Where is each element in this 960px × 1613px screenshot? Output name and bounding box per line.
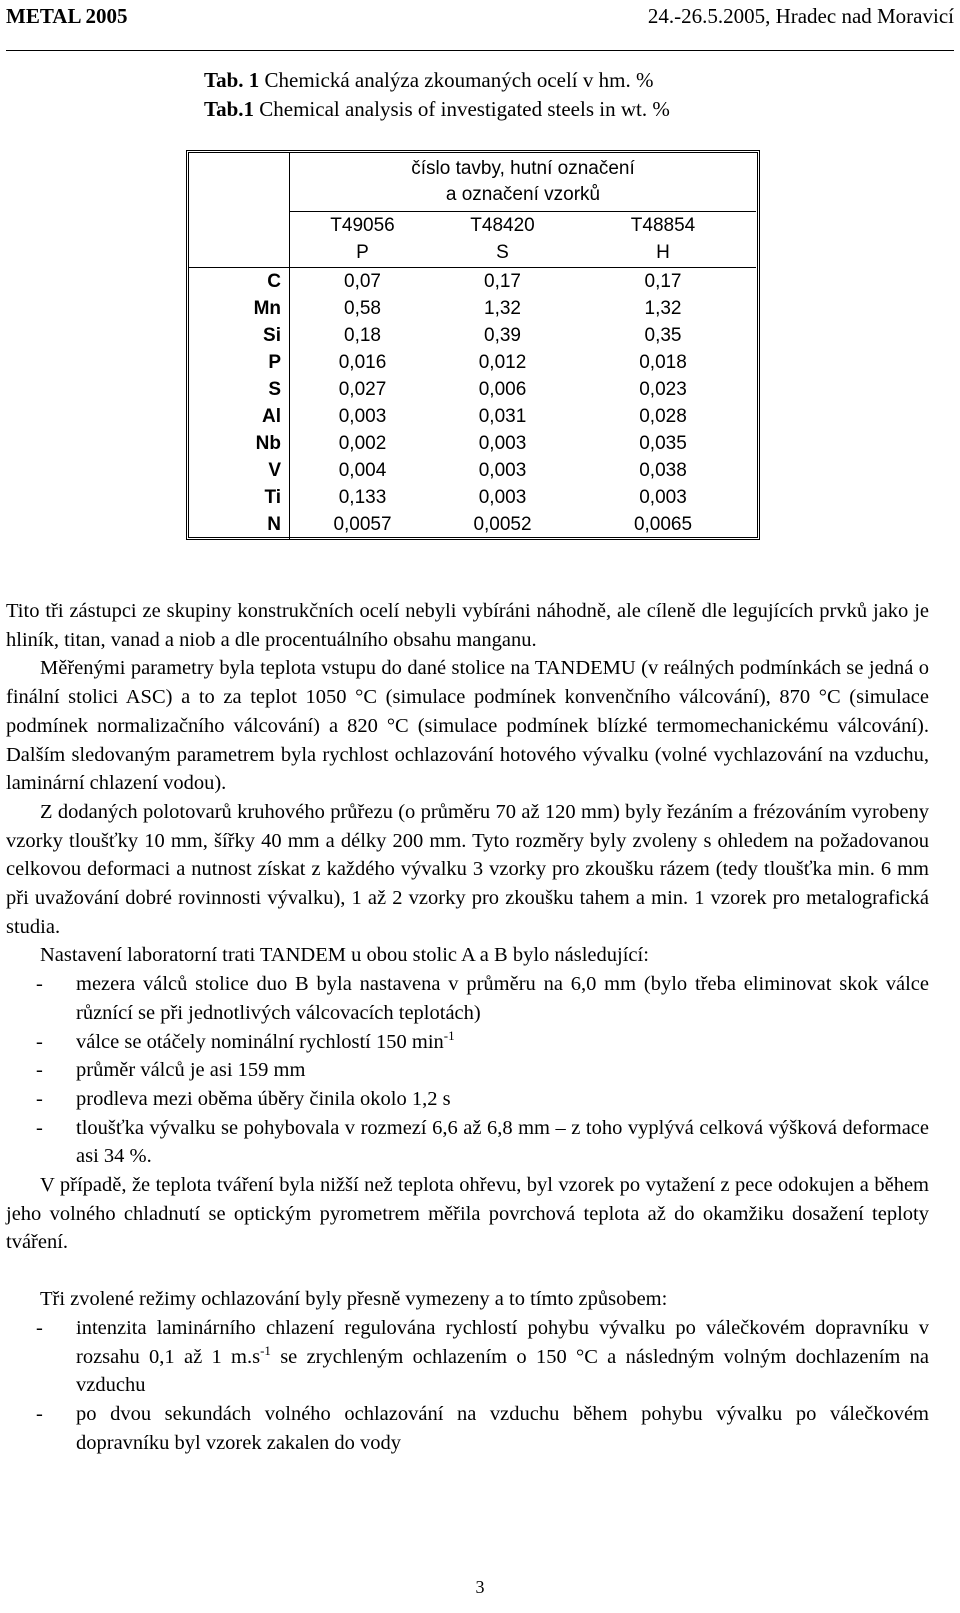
group-header-line1: číslo tavby, hutní označení [411,158,635,179]
element-content-value: 0,023 [639,378,687,400]
element-content-value: 0,035 [639,432,687,454]
conference-date-place: 24.-26.5.2005, Hradec nad Moravicí [647,4,954,28]
group-header [290,153,757,212]
list-item-text: mezera válců stolice duo B byla nastavena v průměru na 6,0 mm (bylo třeba eliminovat skok válce různící se při jednotlivých válcovacích teplotách) [76,973,929,1024]
sample-code: H [570,239,756,268]
header-rule [6,50,954,51]
element-content-value: 0,003 [478,459,527,481]
element-content-value: 0,133 [338,486,387,508]
chemical-analysis-table [186,150,760,540]
body-text [6,597,929,1457]
table-row [189,349,756,376]
table-row [189,268,756,296]
element-content-value: 0,0065 [633,514,693,535]
element-content-value: 0,003 [639,486,687,508]
element-symbol: V [189,457,290,484]
element-content-value: 0,003 [338,405,387,427]
list-item-text: průměr válců je asi 159 mm [76,1059,306,1082]
element-symbol: S [189,376,290,403]
element-symbol: Mn [189,295,290,322]
sample-code: S [435,239,570,268]
element-symbol: C [189,268,290,296]
list-dash: - [36,1030,43,1053]
table-caption-en-label: Tab.1 [204,97,255,121]
element-content-value: 0,004 [338,459,387,481]
heat-number: T48854 [630,214,696,236]
heat-number: T48420 [470,214,535,236]
element-content-value: 0,39 [484,324,521,346]
superscript: -1 [443,1027,455,1043]
element-content-value: 0,006 [478,378,527,400]
heat-number: T49056 [330,214,395,236]
paragraph-parameters: Měřenými parametry byla teplota vstupu do dané stolice na TANDEMU (v reálných podmínkách se jedná o finální stolici ASC) a to za teplot 1050 °C (simulace podmínek konvenčního válcování), 870 °C (simulace podmínek normalizačního válcování) a 820 °C (simulace podmínek blízké termomechanickému válcování). Dalším sledovaným parametrem byla rychlost ochlazování hotového vývalku (volné vychlazování na vzduchu, laminární chlazení vodou). [6,657,929,795]
table-row [189,430,756,457]
table-row [189,403,756,430]
element-content-value: 0,012 [478,351,527,373]
element-content-value: 1,32 [484,297,521,319]
list-dash: - [36,1402,43,1425]
element-content-value: 0,003 [478,432,527,454]
element-content-value: 0,0052 [473,514,532,535]
element-content-value: 0,18 [344,324,381,346]
group-header-line2: a označení vzorků [445,184,601,205]
running-header [6,2,954,38]
table-row [189,457,756,484]
element-content-value: 0,0057 [333,514,392,535]
list-item [6,1028,929,1057]
element-content-value: 0,17 [484,270,521,292]
superscript: -1 [260,1342,271,1358]
element-content-value: 0,016 [338,351,387,373]
table-caption-cz-label: Tab. 1 [204,68,260,92]
list-item-text: válce se otáčely nominální rychlostí 150 min [76,1030,444,1053]
table-row [189,322,756,349]
table-caption-en-text: Chemical analysis of investigated steels in wt. % [254,97,670,121]
list-item-text: intenzita laminárního chlazení regulována rychlostí pohybu vývalku po válečkovém dopravníku v rozsahu 0,1 až 1 m.s [76,1316,929,1368]
element-symbol: Al [189,403,290,430]
table-caption-cz [204,68,653,93]
table-row [189,376,756,403]
element-symbol: N [189,511,290,539]
paragraph-steel-selection: Tito tři zástupci ze skupiny konstrukčních ocelí nebyli vybíráni náhodně, ale cíleně dle legujících prvků jako je hliník, titan, vanad a niob a dle procentuálního obsahu manganu. [6,600,929,651]
table-corner-cell [189,153,290,268]
list-item [6,1114,929,1171]
element-symbol: P [189,349,290,376]
element-symbol: Si [189,322,290,349]
list-dash: - [36,1316,43,1339]
list-item [6,970,929,1027]
element-content-value: 0,018 [639,351,687,373]
paragraph-gap [6,1257,929,1285]
table-row [189,511,756,539]
element-content-value: 0,35 [644,324,682,346]
sample-code: P [290,239,436,268]
page-number: 3 [475,1577,485,1597]
paragraph-samples: Z dodaných polotovarů kruhového průřezu (o průměru 70 až 120 mm) byly řezáním a frézováním vyrobeny vzorky tloušťky 10 mm, šířky 40 mm a délky 200 mm. Tyto rozměry byly zvoleny s ohledem na požadovanou celkovou deformaci a nutnost získat z každého vývalku 3 vzorky pro zkoušku rázem (tedy tloušťka min. 6 mm při uvažování dobré rovinnosti vývalku), 1 až 2 vzorky pro zkoušku tahem a min. 1 vzorek pro metalografická studia. [6,800,929,938]
list-dash: - [36,973,43,996]
paragraph-cooling-modes: Tři zvolené režimy ochlazování byly přesně vymezeny a to tímto způsobem: [40,1288,668,1311]
list-dash: - [36,1087,43,1110]
chemical-table-grid [189,153,756,539]
list-dash: - [36,1116,43,1139]
table-caption-en [204,97,670,122]
list-item [6,1314,929,1400]
list-item-text-cont: se zrychleným ochlazením o 150 °C a následným volným dochlazením na vzduchu [76,1345,929,1397]
paragraph-descaling: V případě, že teplota tváření byla nižší než teplota ohřevu, byl vzorek po vytažení z pece odokujen a během jeho volného chladnutí se optickým pyrometrem měřila povrchová teplota až do okamžiku dosažení teploty tváření. [6,1174,929,1254]
element-symbol: Ti [189,484,290,511]
list-item-text: prodleva mezi oběma úběry činila okolo 1,2 s [76,1087,451,1110]
element-content-value: 1,32 [644,297,682,319]
element-content-value: 0,07 [344,270,381,292]
table-row [189,484,756,511]
table-caption-cz-text: Chemická analýza zkoumaných ocelí v hm. % [259,68,654,92]
conference-name: METAL 2005 [6,4,128,28]
element-content-value: 0,58 [344,297,381,319]
element-content-value: 0,17 [644,270,682,292]
element-content-value: 0,002 [338,432,387,454]
list-item [6,1085,929,1114]
list-dash: - [36,1059,43,1082]
element-content-value: 0,028 [639,405,687,427]
list-item [6,1400,929,1457]
element-content-value: 0,031 [478,405,527,427]
element-symbol: Nb [189,430,290,457]
element-content-value: 0,027 [338,378,387,400]
list-item [6,1056,929,1085]
list-item-text: po dvou sekundách volného ochlazování na vzduchu během pohybu vývalku po válečkovém dopravníku byl vzorek zakalen do vody [76,1402,929,1454]
list-item-text: tloušťka vývalku se pohybovala v rozmezí 6,6 až 6,8 mm – z toho vyplývá celková výšková deformace asi 34 %. [76,1116,929,1168]
paragraph-tandem-setup: Nastavení laboratorní trati TANDEM u obou stolic A a B bylo následující: [40,944,649,967]
element-content-value: 0,038 [639,459,687,481]
element-content-value: 0,003 [478,486,527,508]
table-row [189,295,756,322]
